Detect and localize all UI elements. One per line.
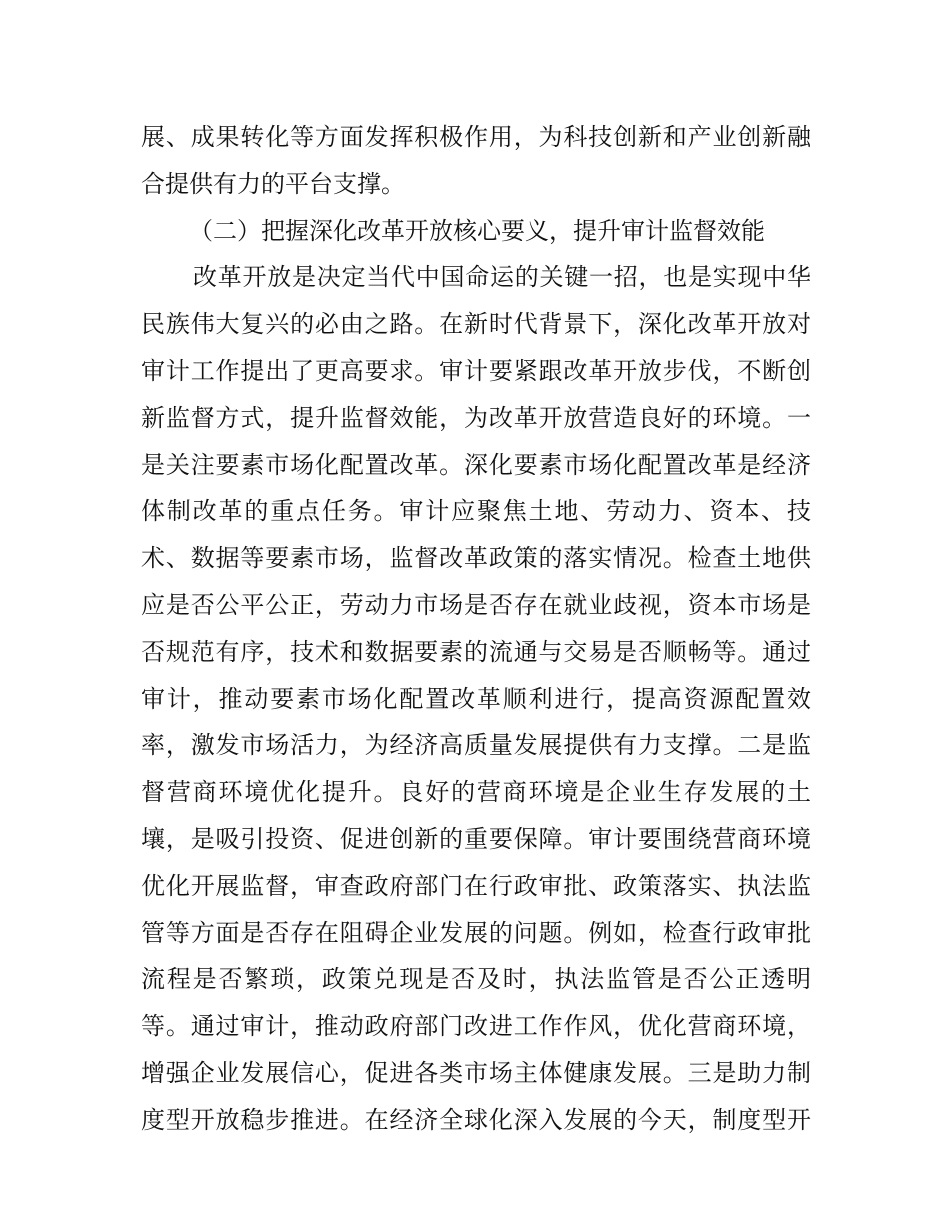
paragraph-line: 术、数据等要素市场，监督改革政策的落实情况。检查土地供	[141, 544, 811, 573]
paragraph-line: 度型开放稳步推进。在经济全球化深入发展的今天，制度型开	[141, 1105, 811, 1134]
paragraph-line: 率，激发市场活力，为经济高质量发展提供有力支撑。二是监	[141, 731, 811, 760]
paragraph-line: 改革开放是决定当代中国命运的关键一招，也是实现中华	[193, 263, 811, 292]
paragraph-line: 督营商环境优化提升。良好的营商环境是企业生存发展的土	[141, 778, 811, 807]
paragraph-line: 流程是否繁琐，政策兑现是否及时，执法监管是否公正透明	[141, 965, 811, 994]
paragraph-line: 增强企业发展信心，促进各类市场主体健康发展。三是助力制	[141, 1058, 811, 1087]
paragraph-line: 新监督方式，提升监督效能，为改革开放营造良好的环境。一	[141, 403, 811, 432]
paragraph-line: 壤，是吸引投资、促进创新的重要保障。审计要围绕营商环境	[141, 824, 811, 853]
section-heading: （二）把握深化改革开放核心要义，提升审计监督效能	[189, 216, 765, 245]
document-body	[141, 114, 811, 1144]
paragraph-line: 民族伟大复兴的必由之路。在新时代背景下，深化改革开放对	[141, 310, 811, 339]
paragraph-line: 展、成果转化等方面发挥积极作用，为科技创新和产业创新融	[141, 123, 811, 151]
paragraph-line: 合提供有力的平台支撑。	[141, 169, 405, 198]
paragraph-line: 是关注要素市场化配置改革。深化要素市场化配置改革是经济	[141, 450, 811, 479]
paragraph-line: 应是否公平公正，劳动力市场是否存在就业歧视，资本市场是	[141, 590, 811, 619]
paragraph-line: 管等方面是否存在阻碍企业发展的问题。例如，检查行政审批	[141, 918, 811, 947]
paragraph-line: 审计工作提出了更高要求。审计要紧跟改革开放步伐，不断创	[141, 356, 811, 385]
paragraph-line: 优化开展监督，审查政府部门在行政审批、政策落实、执法监	[141, 871, 811, 900]
paragraph-line: 审计，推动要素市场化配置改革顺利进行，提高资源配置效	[141, 684, 811, 713]
paragraph-line: 否规范有序，技术和数据要素的流通与交易是否顺畅等。通过	[141, 637, 811, 666]
paragraph-line: 等。通过审计，推动政府部门改进工作作风，优化营商环境，	[141, 1012, 811, 1041]
paragraph-line: 体制改革的重点任务。审计应聚焦土地、劳动力、资本、技	[141, 497, 811, 526]
